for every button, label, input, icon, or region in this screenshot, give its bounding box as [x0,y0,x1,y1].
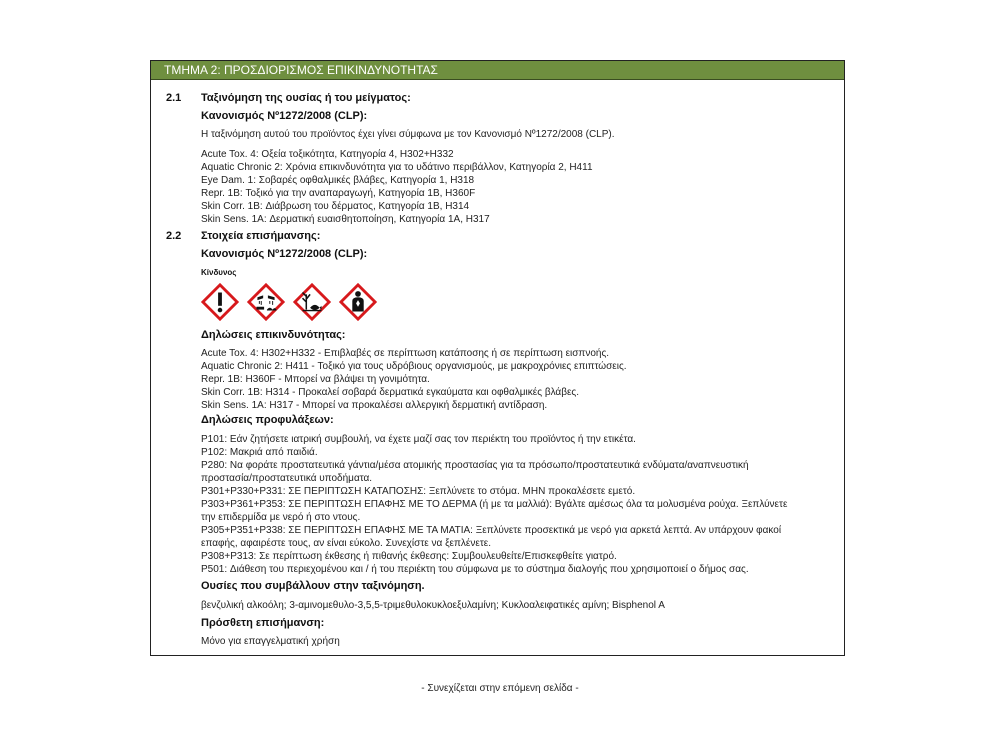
precautionary-line: P501: Διάθεση του περιεχομένου και / ή του περιέκτη του σύμφωνα με το σύστημα διαλογής που χρησιμοποιεί ο δήμος σας. [201,564,749,575]
precautionary-line: P305+P351+P338: ΣΕ ΠΕΡΙΠΤΩΣΗ ΕΠΑΦΗΣ ΜΕ ΤΑ ΜΑΤΙΑ: Ξεπλύνετε προσεκτικά με νερό για αρκετά λεπτά. Αν υπάρχουν φακοί [201,525,782,536]
precautionary-line: P301+P330+P331: ΣΕ ΠΕΡΙΠΤΩΣΗ ΚΑΤΑΠΟΣΗΣ: Ξεπλύνετε το στόμα. ΜΗΝ προκαλέσετε εμετό. [201,486,636,497]
classification-item: Skin Corr. 1B: Διάβρωση του δέρματος, Κατηγορία 1B, H314 [201,201,470,212]
classification-item: Skin Sens. 1A: Δερματική ευαισθητοποίηση, Κατηγορία 1A, H317 [201,214,490,225]
contributing-substances: βενζυλική αλκοόλη; 3-αμινομεθυλο-3,5,5-τριμεθυλοκυκλοεξυλαμίνη; Κυκλοαλειφατικές αμίνη; Bisphenol A [201,600,665,611]
classification-item: Eye Dam. 1: Σοβαρές οφθαλμικές βλάβες, Κατηγορία 1, H318 [201,175,475,186]
classification-intro: Η ταξινόμηση αυτού του προϊόντος έχει γίνει σύμφωνα με τον Κανονισμό Nº1272/2008 (CLP). [201,129,615,140]
precautionary-line: επαφής, αφαιρέστε τους, αν είναι εύκολο. Συνεχίστε να ξεπλένετε. [201,538,492,549]
classification-item: Aquatic Chronic 2: Χρόνια επικινδυνότητα για το υδάτινο περιβάλλον, Κατηγορία 2, H411 [201,162,593,173]
hazard-statement: Acute Tox. 4: H302+H332 - Επιβλαβές σε περίπτωση κατάποσης ή σε περίπτωση εισπνοής. [201,348,610,359]
precautionary-line: P280: Να φοράτε προστατευτικά γάντια/μέσα ατομικής προστασίας για τα πρόσωπο/προστατευτικά ενδύματα/αναπνευστική [201,460,749,471]
continued-footer: - Συνεχίζεται στην επόμενη σελίδα - [421,683,579,694]
label-elements-heading: Στοιχεία επισήμανσης: [201,230,321,242]
section-header: ΤΜΗΜΑ 2: ΠΡΟΣΔΙΟΡΙΣΜΟΣ ΕΠΙΚΙΝΔΥΝΟΤΗΤΑΣ [151,61,844,80]
precautionary-line: P303+P361+P353: ΣΕ ΠΕΡΙΠΤΩΣΗ ΕΠΑΦΗΣ ΜΕ ΤΟ ΔΕΡΜΑ (ή με τα μαλλιά): Βγάλτε αμέσως όλα τα μολυσμένα ρούχα. Ξεπλύνετε [201,499,788,510]
hazard-statement: Skin Sens. 1A: H317 - Μπορεί να προκαλέσει αλλεργική δερματική αντίδραση. [201,400,548,411]
precautionary-line: προστασία/προστατευτικά υποδήματα. [201,473,373,484]
classification-heading: Ταξινόμηση της ουσίας ή του μείγματος: [201,92,411,104]
classification-item: Repr. 1B: Τοξικό για την αναπαραγωγή, Κατηγορία 1B, H360F [201,188,476,199]
regulation-heading: Κανονισμός Nº1272/2008 (CLP): [201,248,368,260]
precautionary-line: P101: Εάν ζητήσετε ιατρική συμβουλή, να έχετε μαζί σας τον περιέκτη του προϊόντος ή την ετικέτα. [201,434,636,445]
regulation-heading: Κανονισμός Nº1272/2008 (CLP): [201,110,368,122]
precautionary-line: P102: Μακριά από παιδιά. [201,447,318,458]
hazard-statements-heading: Δηλώσεις επικινδυνότητας: [201,329,346,341]
precautionary-statements-heading: Δηλώσεις προφυλάξεων: [201,414,334,426]
contributing-substances-heading: Ουσίες που συμβάλλουν στην ταξινόμηση. [201,580,425,592]
health-hazard-icon [339,283,377,321]
precautionary-line: P308+P313: Σε περίπτωση έκθεσης ή πιθανής έκθεσης: Συμβουλευθείτε/Επισκεφθείτε γιατρό. [201,551,617,562]
corrosion-icon [247,283,285,321]
additional-labelling-heading: Πρόσθετη επισήμανση: [201,617,325,629]
hazard-statement: Repr. 1B: H360F - Μπορεί να βλάψει τη γονιμότητα. [201,374,430,385]
classification-list [201,148,593,226]
classification-item: Acute Tox. 4: Οξεία τοξικότητα, Κατηγορία 4, H302+H332 [201,149,454,160]
section-2-panel [150,60,845,656]
precautionary-line: την επιδερμίδα με νερό ή στο ντους. [201,512,361,523]
hazard-statement: Aquatic Chronic 2: H411 - Τοξικό για τους υδρόβιους οργανισμούς, με μακροχρόνιες επιπτώσεις. [201,361,627,372]
precautionary-statements-list [201,433,787,576]
hazard-statement: Skin Corr. 1B: H314 - Προκαλεί σοβαρά δερματικά εγκαύματα και οφθαλμικές βλάβες. [201,387,580,398]
exclamation-mark-icon [201,283,239,321]
additional-labelling: Μόνο για επαγγελματική χρήση [201,636,340,647]
environment-icon [293,283,331,321]
section-number-2-1: 2.1 [166,92,182,104]
section-number-2-2: 2.2 [166,230,182,242]
signal-word: Κίνδυνος [201,268,237,277]
hazard-statements-list [201,347,627,412]
